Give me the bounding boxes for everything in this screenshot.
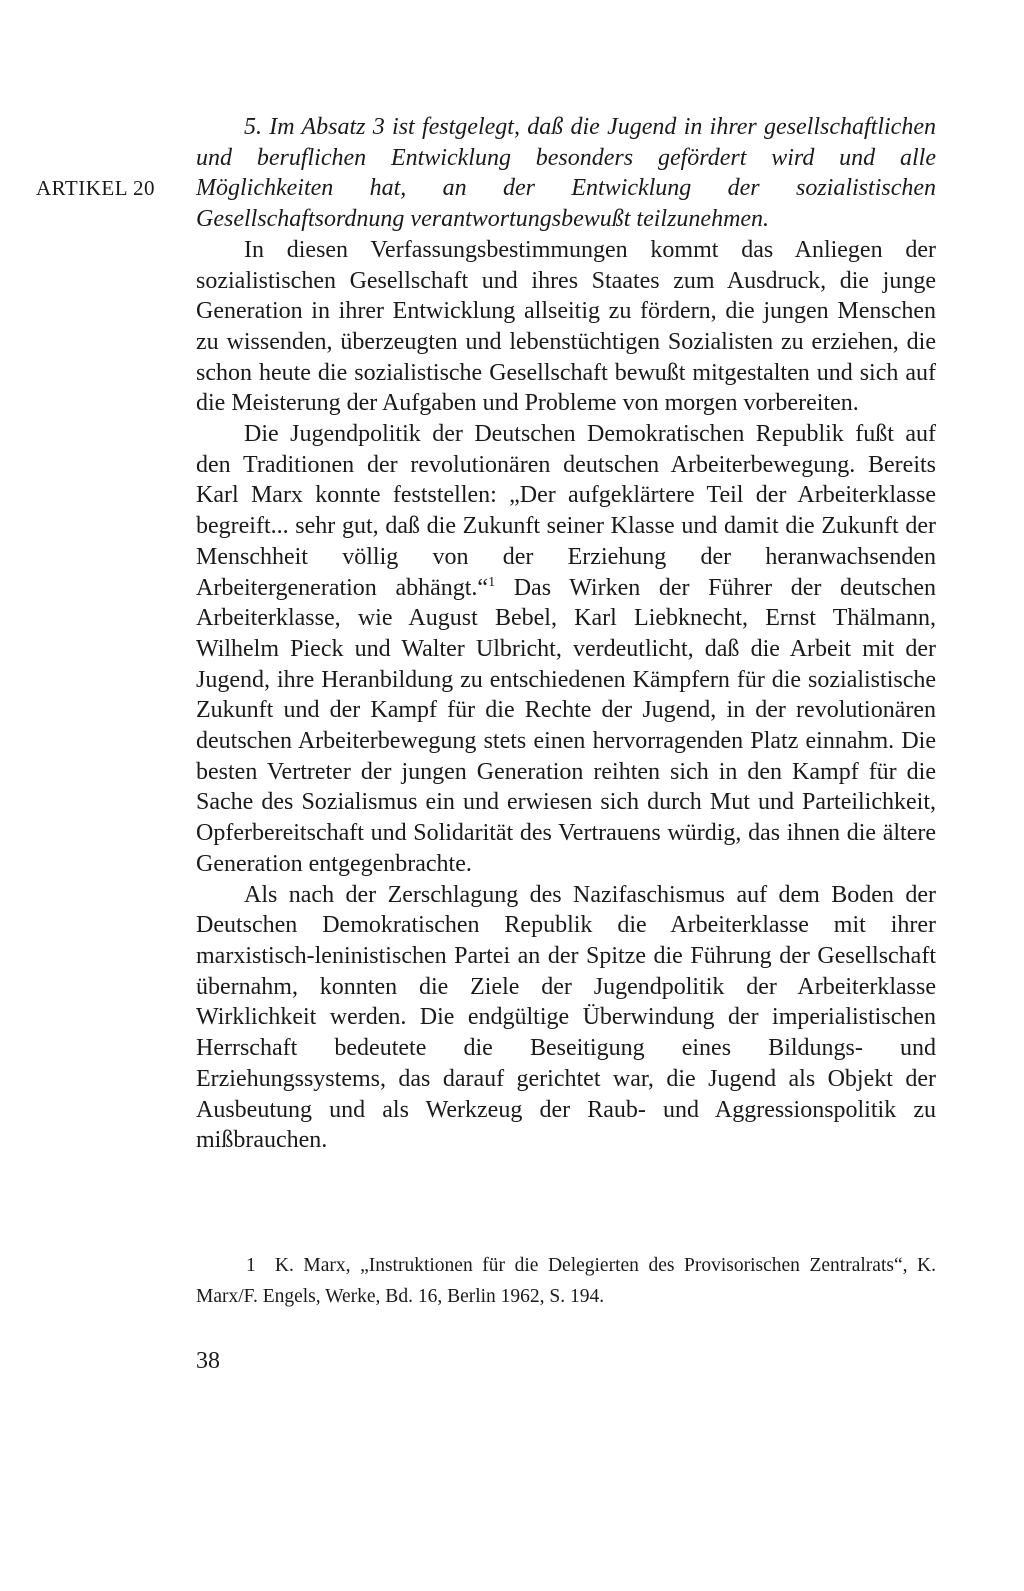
footnote-text: K. Marx, „Instruktionen für die Delegierten des Provisorischen Zentralrats“, K. Marx/F. Engels, Werke, Bd. 16, Berlin 1962, S. 194. <box>196 1255 936 1307</box>
paragraph-4: Als nach der Zerschlagung des Nazifaschismus auf dem Boden der Deutschen Demokratischen Republik die Arbeiterklasse mit ihrer marxistisch-leninistischen Partei an der Spitze die Führung der Gesellschaft übernahm, konnten die Ziele der Jugendpolitik der Arbeiterklasse Wirklichkeit werden. Die endgültige Überwindung der imperialistischen Herrschaft bedeutete die Beseitigung eines Bildungs- und Erziehungssystems, das darauf gerichtet war, die Jugend als Objekt der Ausbeutung und als Werkzeug der Raub- und Aggressionspolitik zu mißbrauchen. <box>196 881 936 1154</box>
paragraph-3-text-before: Die Jugendpolitik der Deutschen Demokratischen Republik fußt auf den Traditionen der revolutionären deutschen Arbeiterbewegung. Bereits Karl Marx konnte feststellen: „Der aufgeklärtere Teil der Arbeiterklasse begreift... sehr gut, daß die Zukunft seiner Klasse und damit die Zukunft der Menschheit völlig von der Erziehung der heranwachsenden Arbeitergeneration abhängt.“ <box>196 421 936 601</box>
article-margin-label: ARTIKEL 20 <box>36 176 156 200</box>
body-text <box>196 112 936 1156</box>
paragraph-3 <box>196 419 936 880</box>
footnote-reference[interactable]: 1 <box>488 574 496 590</box>
footnote-number: 1 <box>246 1255 256 1276</box>
page-number: 38 <box>196 1348 220 1374</box>
footnote <box>196 1250 936 1312</box>
paragraph-3-text-after: Das Wirken der Führer der deutschen Arbeiterklasse, wie August Bebel, Karl Liebknecht, Ernst Thälmann, Wilhelm Pieck und Walter Ulbricht, verdeutlicht, daß die Arbeit mit der Jugend, ihre Heranbildung zu entschiedenen Kämpfern für die sozialistische Zukunft und der Kampf für die Rechte der Jugend, in der revolutionären deutschen Arbeiterbewegung stets einen hervorragenden Platz einnahm. Die besten Vertreter der jungen Generation reihten sich in den Kampf für die Sache des Sozialismus ein und erwiesen sich durch Mut und Parteilichkeit, Opferbereitschaft und Solidarität des Vertrauens würdig, das ihnen die ältere Generation entgegenbrachte. <box>196 574 937 877</box>
paragraph-2: In diesen Verfassungsbestimmungen kommt das Anliegen der sozialistischen Gesellschaft und ihres Staates zum Ausdruck, die junge Generation in ihrer Entwicklung allseitig zu fördern, die jungen Menschen zu wissenden, überzeugten und lebenstüchtigen Sozialisten zu erziehen, die schon heute die sozialistische Gesellschaft bewußt mitgestalten und sich auf die Meisterung der Aufgaben und Probleme von morgen vorbereiten. <box>196 236 936 417</box>
paragraph-1: 5. Im Absatz 3 ist festgelegt, daß die Jugend in ihrer gesellschaftlichen und beruflichen Entwicklung besonders gefördert wird und alle Möglichkeiten hat, an der Entwicklung der sozialistischen Gesellschaftsordnung verantwortungsbewußt teilzunehmen. <box>196 114 936 233</box>
